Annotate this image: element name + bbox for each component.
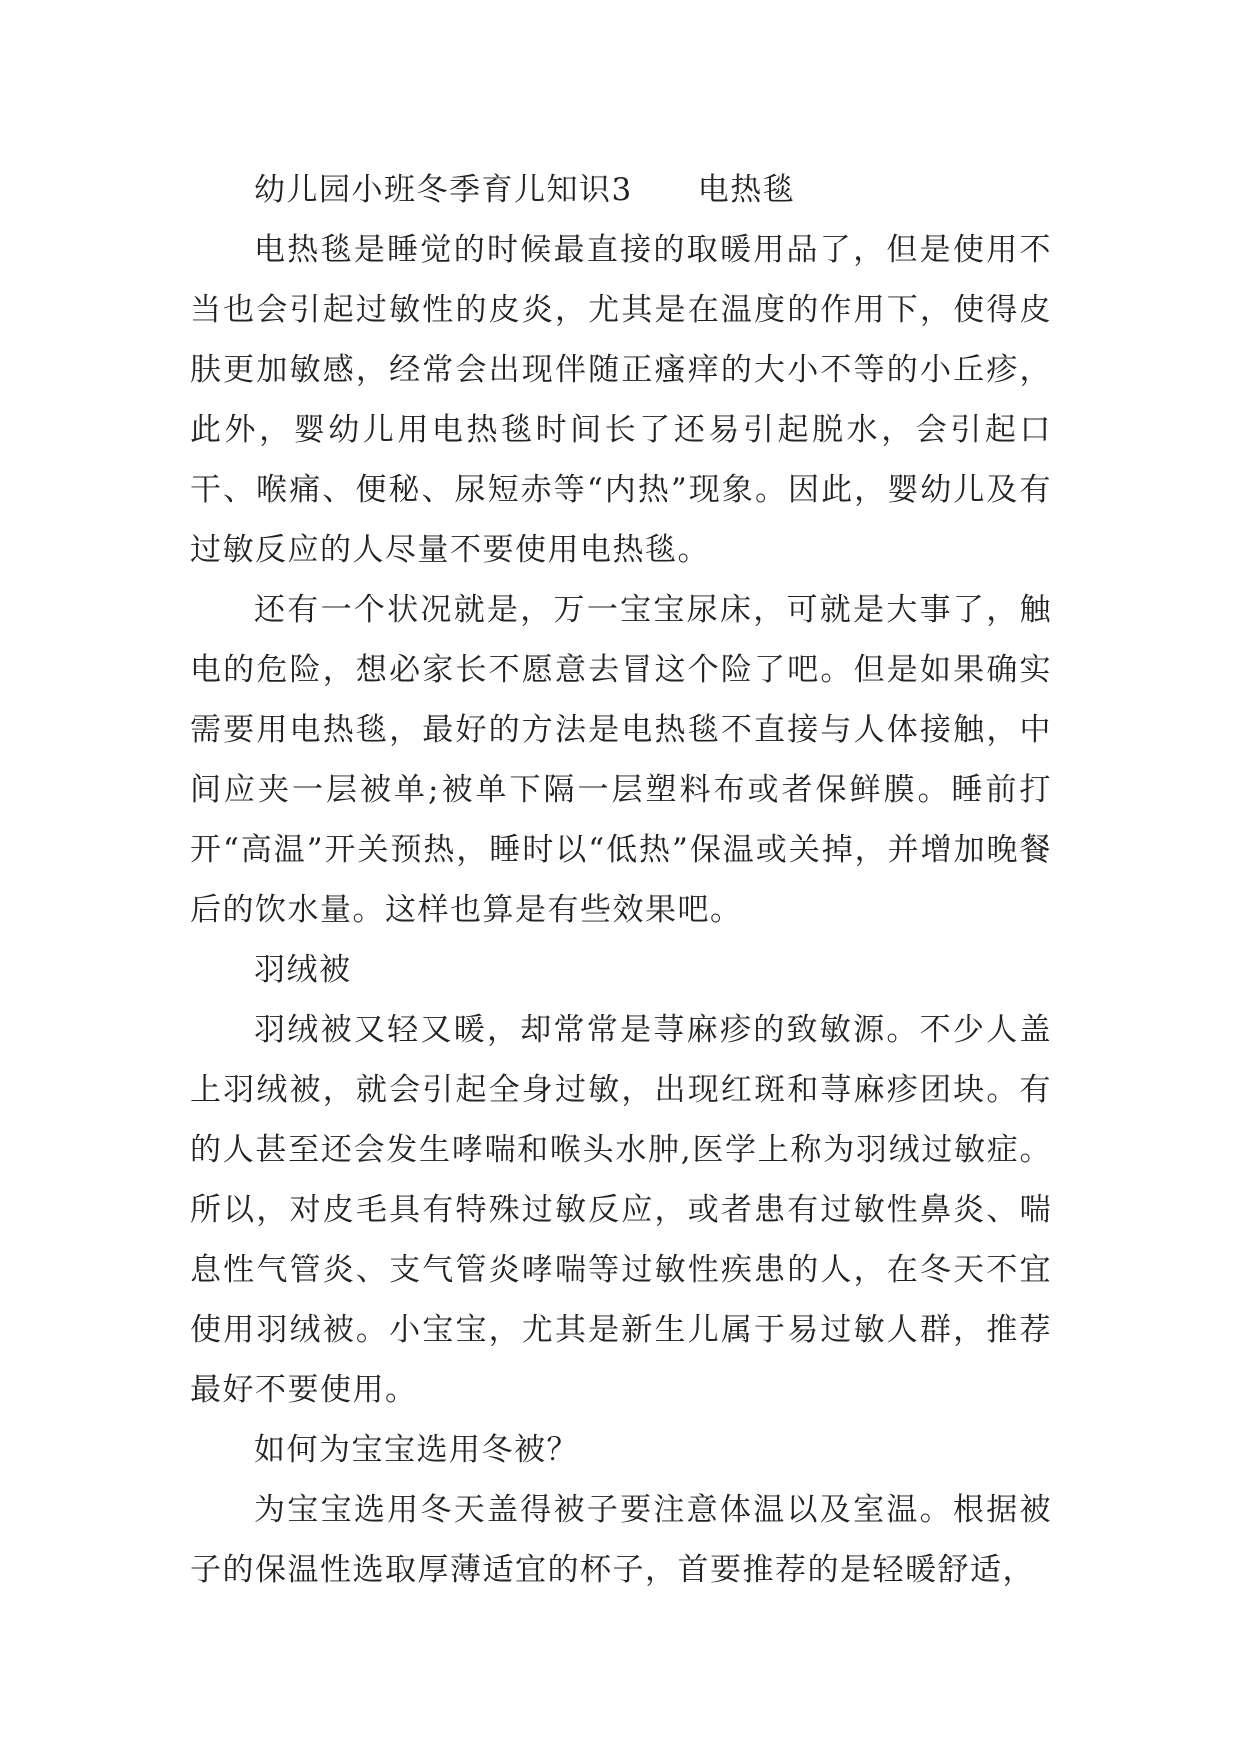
paragraph-down-quilt: 羽绒被又轻又暖，却常常是荨麻疹的致敏源。不少人盖上羽绒被，就会引起全身过敏，出现红斑和荨麻疹团块。有的人甚至还会发生哮喘和喉头水肿,医学上称为羽绒过敏症。所以，对皮毛具有特殊过敏反应，或者患有过敏性鼻炎、喘息性气管炎、支气管炎哮喘等过敏性疾患的人，在冬天不宜使用羽绒被。小宝宝，尤其是新生儿属于易过敏人群，推荐最好不要使用。: [190, 1012, 1052, 1408]
document-title: 幼儿园小班冬季育儿知识3 电热毯: [254, 172, 796, 208]
paragraph-choose-winter-quilt: 为宝宝选用冬天盖得被子要注意体温以及室温。根据被子的保温性选取厚薄适宜的杯子，首要推荐的是轻暖舒适，: [190, 1492, 1052, 1588]
section-heading-choose-winter-quilt: 如何为宝宝选用冬被？: [254, 1432, 579, 1468]
section-heading-down-quilt: 羽绒被: [254, 952, 352, 988]
paragraph-electric-blanket-usage: 还有一个状况就是，万一宝宝尿床，可就是大事了，触电的危险，想必家长不愿意去冒这个险了吧。但是如果确实需要用电热毯，最好的方法是电热毯不直接与人体接触，中间应夹一层被单;被单下隔一层塑料布或者保鲜膜。睡前打开“高温”开关预热，睡时以“低热”保温或关掉，并增加晚餐后的饮水量。这样也算是有些效果吧。: [190, 592, 1052, 928]
document-body: [190, 160, 1052, 1600]
paragraph-electric-blanket-intro: 电热毯是睡觉的时候最直接的取暖用品了，但是使用不当也会引起过敏性的皮炎，尤其是在温度的作用下，使得皮肤更加敏感，经常会出现伴随正瘙痒的大小不等的小丘疹，此外，婴幼儿用电热毯时间长了还易引起脱水，会引起口干、喉痛、便秘、尿短赤等“内热”现象。因此，婴幼儿及有过敏反应的人尽量不要使用电热毯。: [190, 232, 1052, 568]
